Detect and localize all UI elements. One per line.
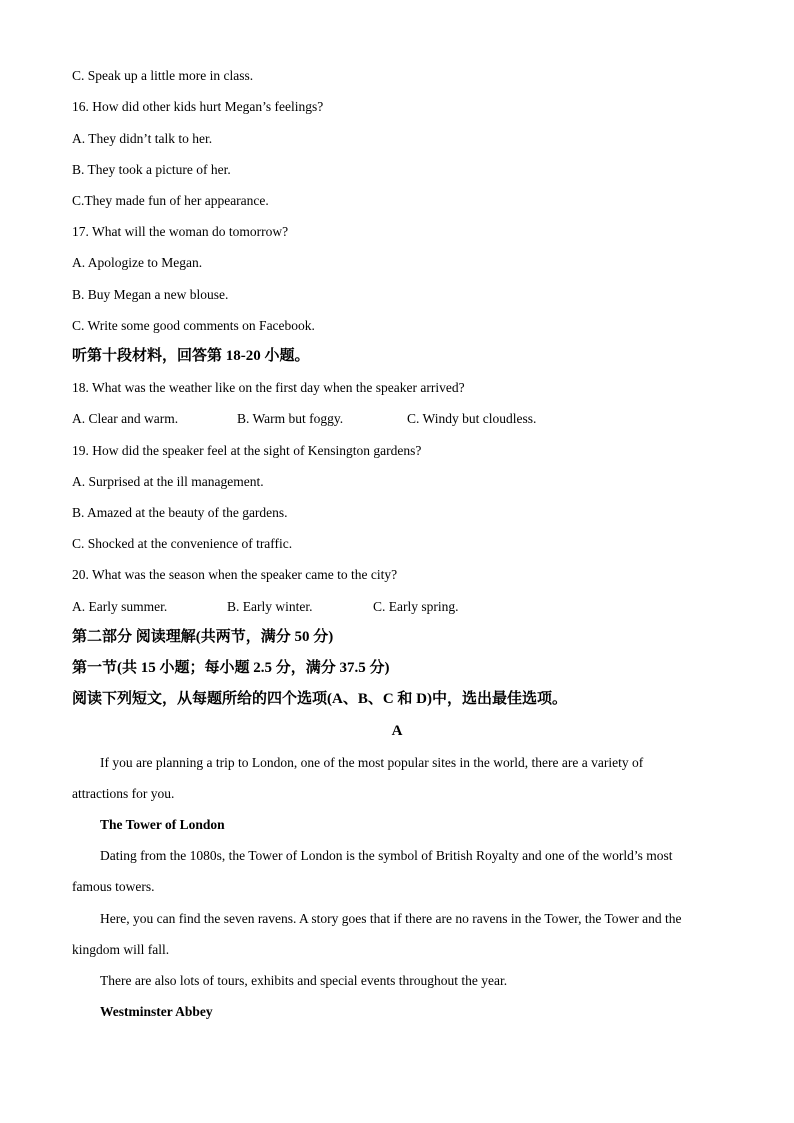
q17-question: 17. What will the woman do tomorrow?	[72, 224, 289, 239]
q18-option-a: A. Clear and warm.	[72, 411, 179, 426]
westminster-abbey-title: Westminster Abbey	[100, 1004, 213, 1019]
reading-instructions: 阅读下列短文，从每题所给的四个选项(A、B、C 和 D)中，选出最佳选项。	[72, 691, 567, 707]
part2-heading: 第二部分 阅读理解(共两节，满分 50 分)	[72, 629, 334, 645]
tower-p2-line1: Here, you can find the seven ravens. A story goes that if there are no ravens in the Tower, the Tower and the	[100, 911, 682, 926]
q16-question: 16. How did other kids hurt Megan’s feelings?	[72, 99, 324, 114]
q19-option-c: C. Shocked at the convenience of traffic.	[72, 536, 293, 551]
passage-intro-line1: If you are planning a trip to London, one of the most popular sites in the world, there are a variety of	[100, 755, 644, 770]
q17-option-c: C. Write some good comments on Facebook.	[72, 318, 315, 333]
section1-heading: 第一节(共 15 小题；每小题 2.5 分，满分 37.5 分)	[72, 660, 390, 676]
passage-intro-line2: attractions for you.	[72, 786, 175, 801]
q18-option-c: C. Windy but cloudless.	[407, 411, 537, 426]
q19-option-b: B. Amazed at the beauty of the gardens.	[72, 505, 288, 520]
tower-p1-line1: Dating from the 1080s, the Tower of London is the symbol of British Royalty and one of the world’s most	[100, 848, 673, 863]
section10-heading: 听第十段材料，回答第 18-20 小题。	[72, 348, 310, 364]
q19-question: 19. How did the speaker feel at the sight of Kensington gardens?	[72, 443, 422, 458]
q16-option-b: B. They took a picture of her.	[72, 162, 231, 177]
q17-option-a: A. Apologize to Megan.	[72, 255, 203, 270]
q15-option-c: C. Speak up a little more in class.	[72, 68, 254, 83]
q20-question: 20. What was the season when the speaker came to the city?	[72, 567, 398, 582]
tower-of-london-title: The Tower of London	[100, 817, 225, 832]
q16-option-a: A. They didn’t talk to her.	[72, 131, 213, 146]
passage-label: A	[391, 723, 403, 739]
q18-option-b: B. Warm but foggy.	[237, 411, 344, 426]
q16-option-c: C.They made fun of her appearance.	[72, 193, 269, 208]
q18-question: 18. What was the weather like on the first day when the speaker arrived?	[72, 380, 465, 395]
q17-option-b: B. Buy Megan a new blouse.	[72, 287, 229, 302]
tower-p3: There are also lots of tours, exhibits and special events throughout the year.	[100, 973, 508, 988]
q20-option-c: C. Early spring.	[373, 599, 459, 614]
tower-p1-line2: famous towers.	[72, 879, 155, 894]
q20-option-b: B. Early winter.	[227, 599, 313, 614]
q19-option-a: A. Surprised at the ill management.	[72, 474, 264, 489]
q20-option-a: A. Early summer.	[72, 599, 168, 614]
tower-p2-line2: kingdom will fall.	[72, 942, 170, 957]
